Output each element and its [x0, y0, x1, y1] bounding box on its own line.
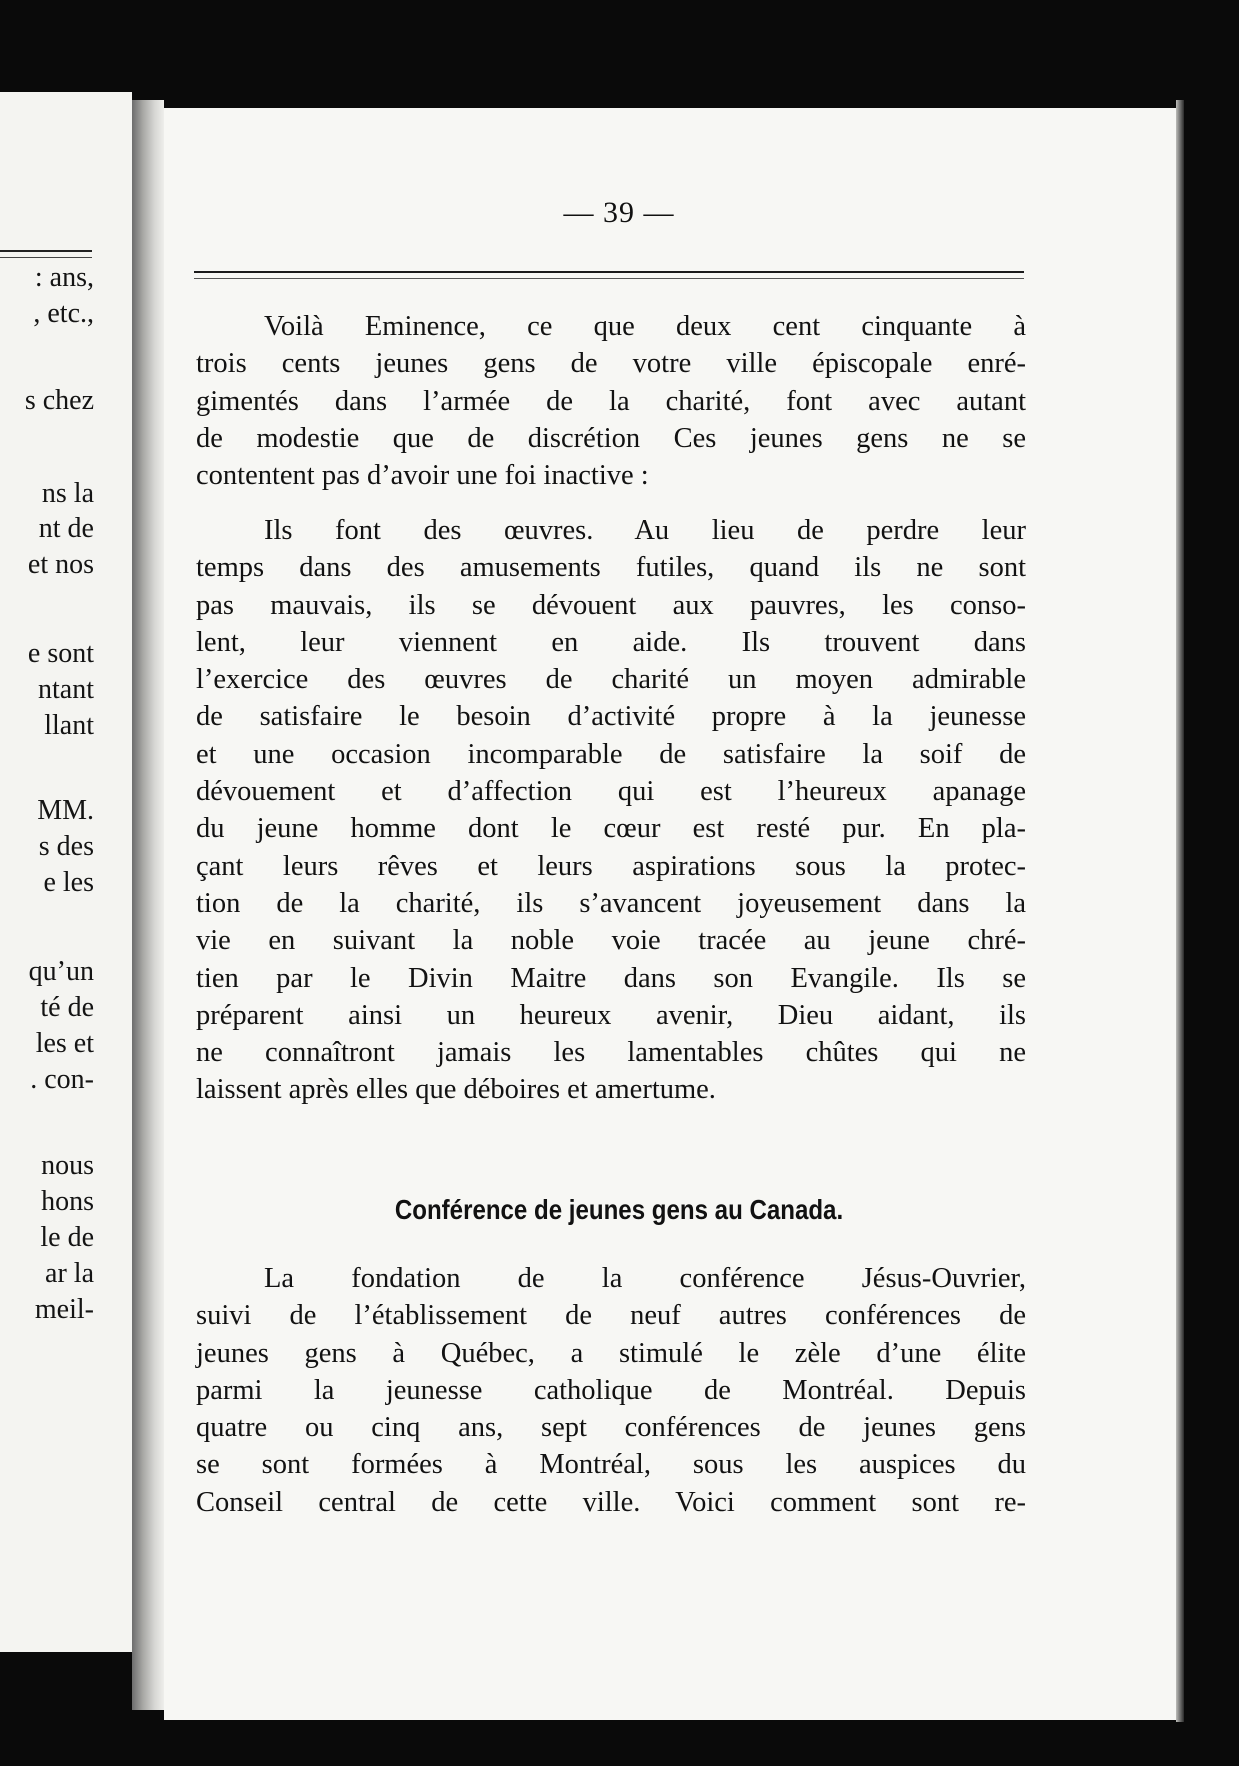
text-line: laissent après elles que déboires et amertume.	[196, 1074, 716, 1106]
text-line: çant leurs rêves et leurs aspirations sous la protec-	[196, 850, 1026, 882]
left-line-fragment: s chez	[24, 385, 94, 416]
book-spine-gutter	[132, 100, 164, 1710]
text-line: et une occasion incomparable de satisfaire la soif de	[196, 738, 1026, 770]
page-right-edge	[1176, 100, 1184, 1722]
left-line-fragment: ns la	[41, 478, 94, 509]
left-line-fragment: nt de	[38, 513, 94, 544]
left-line-fragment: ntant	[38, 674, 94, 705]
text-line: lent, leur viennent en aide. Ils trouvent dans	[196, 626, 1026, 658]
text-line: jeunes gens à Québec, a stimulé le zèle d’une élite	[196, 1337, 1026, 1369]
left-line-fragment: . con-	[30, 1064, 94, 1095]
left-page-rule	[0, 250, 92, 252]
left-line-fragment: le de	[40, 1222, 94, 1253]
left-line-fragment: hons	[41, 1186, 94, 1217]
text-line: contentent pas d’avoir une foi inactive :	[196, 460, 649, 492]
page-number: — 39 —	[563, 196, 675, 229]
left-line-fragment: llant	[44, 710, 94, 741]
left-line-fragment: et nos	[27, 549, 94, 580]
paragraph-2	[196, 512, 1026, 1109]
text-line: l’exercice des œuvres de charité un moyen admirable	[196, 664, 1026, 696]
text-line: ne connaîtront jamais les lamentables chûtes qui ne	[196, 1037, 1026, 1069]
text-line: Ils font des œuvres. Au lieu de perdre leur	[264, 515, 1026, 546]
header-rule	[194, 271, 1024, 273]
header-rule-thin	[194, 278, 1024, 279]
paragraph-1	[196, 308, 1026, 494]
left-line-fragment: ar la	[45, 1258, 94, 1289]
text-line: quatre ou cinq ans, sept conférences de jeunes gens	[196, 1412, 1026, 1444]
left-line-fragment: qu’un	[28, 956, 94, 987]
text-line: La fondation de la conférence Jésus-Ouvrier,	[264, 1263, 1026, 1294]
text-line: se sont formées à Montréal, sous les auspices du	[196, 1449, 1026, 1481]
text-line: gimentés dans l’armée de la charité, font avec autant	[196, 385, 1026, 417]
text-line: de modestie que de discrétion Ces jeunes gens ne se	[196, 422, 1026, 454]
left-line-fragment: les et	[35, 1028, 94, 1059]
text-line: tion de la charité, ils s’avancent joyeusement dans la	[196, 887, 1026, 919]
text-line: Voilà Eminence, ce que deux cent cinquante à	[264, 311, 1026, 342]
text-line: suivi de l’établissement de neuf autres conférences de	[196, 1300, 1026, 1332]
left-facing-page	[0, 92, 132, 1652]
section-heading: Conférence de jeunes gens au Canada.	[394, 1194, 844, 1225]
left-line-fragment: e les	[43, 867, 94, 898]
left-line-fragment: meil-	[34, 1294, 94, 1325]
text-line: du jeune homme dont le cœur est resté pur. En pla-	[196, 813, 1026, 845]
text-line: parmi la jeunesse catholique de Montréal. Depuis	[196, 1374, 1026, 1406]
text-line: dévouement et d’affection qui est l’heureux apanage	[196, 776, 1026, 808]
text-line: tien par le Divin Maitre dans son Evangile. Ils se	[196, 962, 1026, 994]
main-page	[164, 108, 1176, 1720]
left-page-rule-thin	[0, 257, 92, 258]
text-line: vie en suivant la noble voie tracée au jeune chré-	[196, 925, 1026, 957]
text-line: préparent ainsi un heureux avenir, Dieu aidant, ils	[196, 999, 1026, 1031]
left-line-fragment: té de	[40, 992, 94, 1023]
left-line-fragment: : ans,	[34, 262, 94, 293]
text-line: de satisfaire le besoin d’activité propre à la jeunesse	[196, 701, 1026, 733]
paragraph-3	[196, 1260, 1026, 1521]
left-line-fragment: s des	[38, 831, 94, 862]
text-line: trois cents jeunes gens de votre ville épiscopale enré-	[196, 348, 1026, 380]
left-line-fragment: MM.	[37, 795, 94, 826]
left-line-fragment: , etc.,	[33, 298, 94, 329]
text-line: Conseil central de cette ville. Voici comment sont re-	[196, 1486, 1026, 1518]
text-line: pas mauvais, ils se dévouent aux pauvres, les conso-	[196, 589, 1026, 621]
left-line-fragment: nous	[41, 1150, 94, 1181]
text-line: temps dans des amusements futiles, quand ils ne sont	[196, 552, 1026, 584]
left-line-fragment: e sont	[27, 638, 94, 669]
